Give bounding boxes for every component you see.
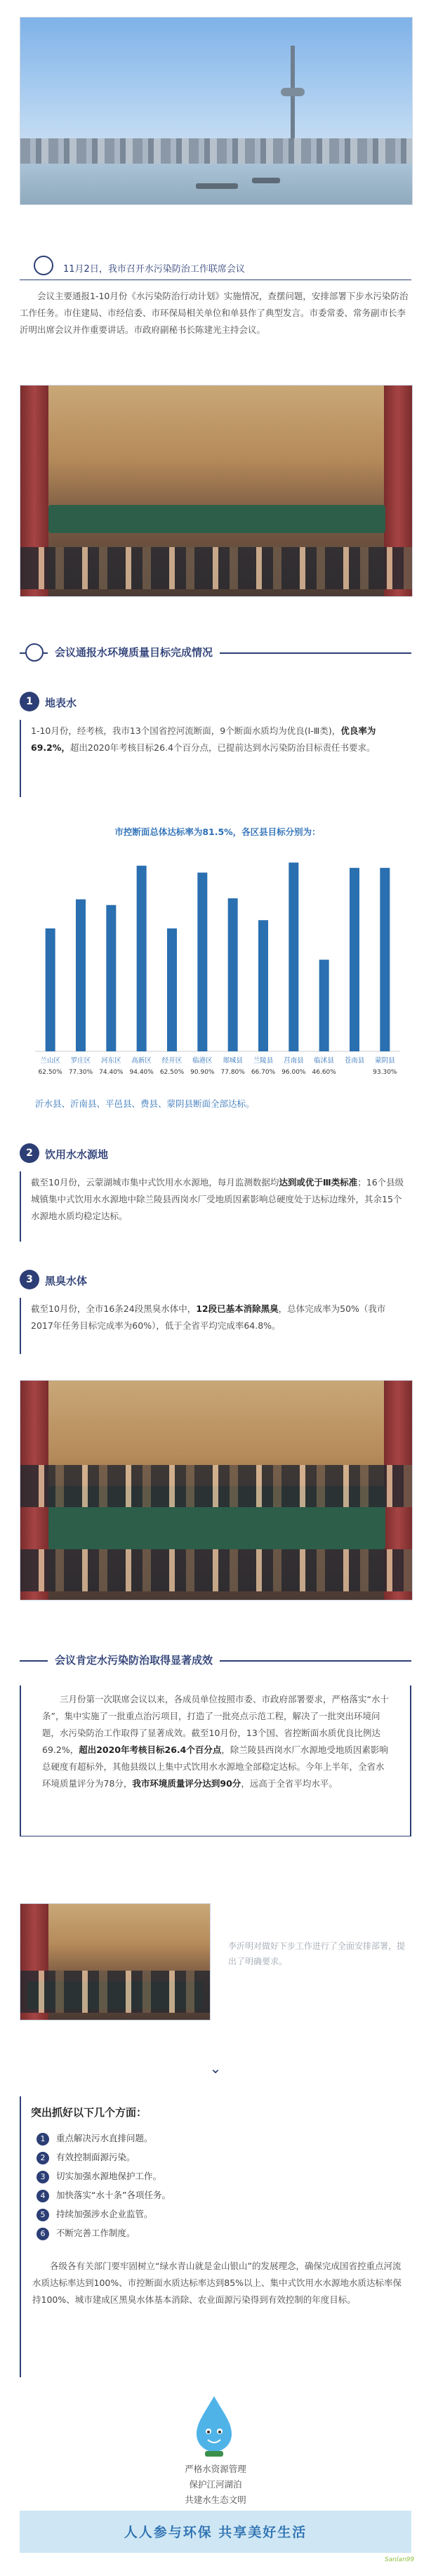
drinking-water-text (31, 1174, 406, 1225)
chart-value-label: 74.40% (99, 1069, 124, 1076)
chart-bar (76, 900, 86, 1051)
chart-category-label: 兰陵县 (253, 1057, 274, 1065)
drinking-water-text-a: 截至10月份，云蒙湖城市集中式饮用水水源地，每月监测数据均 (31, 1177, 279, 1188)
black-water-text (31, 1301, 406, 1334)
achievements-text (42, 1691, 390, 1792)
boat-shape (252, 178, 280, 183)
chart-value-label: 77.80% (220, 1069, 245, 1076)
chart-bar (380, 868, 390, 1051)
black-water-text-b: 12段已基本消除黑臭 (196, 1303, 279, 1314)
drinking-water-text-b: 达到或优于Ⅲ类标准 (279, 1177, 358, 1188)
section2-heading (20, 1647, 411, 1675)
achievements-text-d: 我市环境质量评分达到90分 (132, 1778, 241, 1789)
chart-category-label: 兰山区 (40, 1057, 60, 1065)
chart-value-label: 66.70% (251, 1069, 276, 1076)
intro-headline: 11月2日，我市召开水污染防治工作联席会议 (63, 264, 245, 275)
key-tasks-paragraph: 各级各有关部门要牢固树立“绿水青山就是金山银山”的发展理念，确保完成国省控重点河流水质达标率达到100%、市控断面水质达标率达到85%以上、集中式饮用水水源地水质达标率保持100%、城市建成区黑臭水体基本消除、农业面源污染得到有效控制的年度目标。 (32, 2261, 402, 2305)
section1-heading (20, 639, 411, 667)
item-title-drinking-water: 饮用水水源地 (45, 1148, 109, 1161)
chart-category-label: 高新区 (131, 1057, 152, 1065)
chart-bar (228, 898, 238, 1051)
chart-category-label: 临港区 (192, 1057, 213, 1065)
task-number-badge: 6 (37, 2228, 49, 2240)
chart-svg (35, 841, 400, 1093)
key-task-item (37, 2131, 153, 2145)
section1-title: 会议通报水环境质量目标完成情况 (48, 645, 220, 659)
attendees-shape (20, 1549, 412, 1591)
item-title-black-odorous-water: 黑臭水体 (45, 1275, 88, 1287)
key-task-item (37, 2169, 161, 2183)
key-task-item (37, 2207, 153, 2221)
surface-water-text-c: 超出2020年考核目标26.4个百分点，已提前达到水污染防治目标责任书要求。 (69, 742, 376, 753)
chart-bar (350, 868, 359, 1051)
closing-line-1: 严格水资源管理 (185, 2464, 246, 2474)
attendees-shape (20, 1971, 210, 2013)
drinking-water-text-c: ；16个县级城镇集中式饮用水水源地中除兰陵县西岗水厂受地质因素影响总硬度处于达标边缘外，其余15个水源地水质均稳定达标。 (31, 1177, 404, 1221)
meeting-photo-2 (20, 1380, 413, 1601)
surface-water-box (20, 720, 413, 797)
meeting-photo-3 (20, 1903, 211, 2020)
item-title-surface-water: 地表水 (45, 697, 77, 709)
black-water-text-c: ，总体完成率为50%（我市2017年任务目标完成率为60%），低于全省平均完成率64.8%。 (31, 1303, 386, 1331)
task-number-badge: 1 (37, 2133, 49, 2145)
conference-table-shape (48, 505, 385, 533)
chart-value-label: 90.90% (190, 1069, 215, 1076)
intro-headline-bar (20, 254, 411, 280)
district-rate-chart (35, 825, 400, 1092)
chart-value-label: 62.50% (159, 1069, 185, 1076)
chart-category-label: 莒南县 (284, 1057, 304, 1065)
chart-category-label: 苍南县 (344, 1057, 365, 1065)
item-number-2: 2 (20, 1143, 39, 1163)
closing-line-2: 保护江河湖泊 (189, 2479, 242, 2490)
chart-bar (197, 872, 207, 1051)
slogan-text: 人人参与环保 共享美好生活 (124, 2525, 307, 2540)
chart-value-label: 62.50% (38, 1069, 62, 1076)
achievements-text-b: 超出2020年考核目标26.4个百分点 (79, 1744, 222, 1755)
section2-title: 会议肯定水污染防治取得显著成效 (48, 1652, 220, 1667)
item-number-3: 3 (20, 1270, 39, 1289)
chart-bar (106, 905, 116, 1051)
task-text: 不断完善工作制度。 (56, 2228, 135, 2238)
achievements-text-c: ，除兰陵县西岗水厂水源地受地质因素影响总硬度有超标外，其他县级以上集中式饮用水水源地全部稳定达标。今年上半年，全省水环境质量评分为78分， (42, 1744, 388, 1789)
task-text: 持续加强涉水企业监管。 (56, 2209, 153, 2219)
achievements-box (20, 1685, 411, 1836)
chart-value-label: 93.30% (373, 1069, 397, 1076)
black-water-text-a: 截至10月份，全市16条24段黑臭水体中， (31, 1303, 197, 1314)
hero-cityscape-photo (20, 17, 413, 205)
surface-water-text (31, 723, 406, 756)
chart-value-label: 96.00% (281, 1069, 306, 1076)
task-text: 重点解决污水直排问题。 (56, 2133, 153, 2143)
chart-bar (46, 928, 55, 1051)
closing-line-3: 共建水生态文明 (185, 2495, 246, 2505)
boat-shape (196, 183, 238, 189)
key-tasks-title: 突出抓好以下几个方面： (31, 2106, 147, 2119)
pen-icon (25, 643, 44, 662)
achievements-text-e: ，远高于全省平均水平。 (241, 1778, 338, 1789)
water-drop-mascot-icon (190, 2395, 239, 2458)
task-number-badge: 4 (37, 2190, 49, 2202)
chart-category-label: 罗庄区 (70, 1057, 91, 1065)
item-number-1: 1 (20, 692, 39, 711)
chart-category-label: 临沭县 (314, 1057, 334, 1065)
chart-bar (319, 960, 329, 1051)
achievements-text-a: 三月份第一次联席会议以来，各成员单位按照市委、市政府部署要求，严格落实“水十条”，集中实施了一批重点治污项目，打造了一批亮点示范工程，解决了一批突出环境问题，水污染防治工作取得了显著成效。截至10月份，13个国、省控断面水质优良比例达69.2%， (42, 1694, 389, 1755)
chart-bar (289, 862, 298, 1051)
chart-bar (258, 920, 268, 1051)
chart-category-label: 蒙阴县 (375, 1057, 395, 1065)
chart-category-label: 经开区 (161, 1057, 183, 1065)
skyline-shape (20, 138, 412, 164)
task-number-badge: 3 (37, 2171, 49, 2183)
chart-title: 市控断面总体达标率为81.5%，各区县目标分别为： (114, 827, 321, 837)
pen-icon (34, 256, 53, 275)
chart-category-label: 郯城县 (223, 1057, 243, 1065)
chart-bar (167, 928, 177, 1051)
chart-value-label: 77.30% (68, 1069, 93, 1076)
black-water-box (20, 1298, 413, 1354)
task-text: 有效控制面源污染。 (56, 2152, 135, 2162)
compliant-counties-text: 沂水县、沂南县、平邑县、费县、蒙阴县断面全部达标。 (35, 1098, 255, 1109)
chevron-down-icon: ⌄ (209, 2060, 222, 2077)
intro-paragraph: 会议主要通报1-10月份《水污染防治行动计划》实施情况，查摆问题，安排部署下步水污染防治工作任务。市住建局、市经信委、市环保局相关单位和单县作了典型发言。市委常委、常务副市长李沂明出席会议并作重要讲话。市政府副秘书长陈建光主持会议。 (20, 291, 409, 335)
surface-water-text-b: 优良率为69.2%， (31, 725, 376, 753)
drinking-water-box (20, 1171, 413, 1242)
attendees-shape (20, 547, 412, 589)
task-text: 切实加强水源地保护工作。 (56, 2171, 162, 2181)
chart-bar (137, 866, 147, 1051)
task-number-badge: 2 (37, 2152, 49, 2164)
corner-logo: Sanlan99 (385, 2556, 415, 2563)
chart-value-label: 46.60% (312, 1069, 336, 1076)
task-text: 加快落实“水十条”各项任务。 (56, 2190, 171, 2200)
key-task-item (37, 2150, 135, 2164)
task-number-badge: 5 (37, 2209, 49, 2221)
meeting-photo-1 (20, 385, 413, 597)
closing-motto (0, 2462, 431, 2508)
photo-caption: 李沂明对做好下步工作进行了全面安排部署，提出了明确要求。 (228, 1941, 406, 1966)
key-task-item (37, 2188, 171, 2202)
chart-category-label: 河东区 (101, 1057, 121, 1065)
chart-value-label: 94.40% (129, 1069, 154, 1076)
attendees-shape (20, 1465, 412, 1507)
surface-water-text-a: 1-10月份，经考核，我市13个国省控河流断面，9个断面水质均为优良(Ⅰ-Ⅲ类)， (31, 725, 341, 736)
key-task-item (37, 2226, 135, 2240)
slogan-banner (20, 2511, 411, 2553)
